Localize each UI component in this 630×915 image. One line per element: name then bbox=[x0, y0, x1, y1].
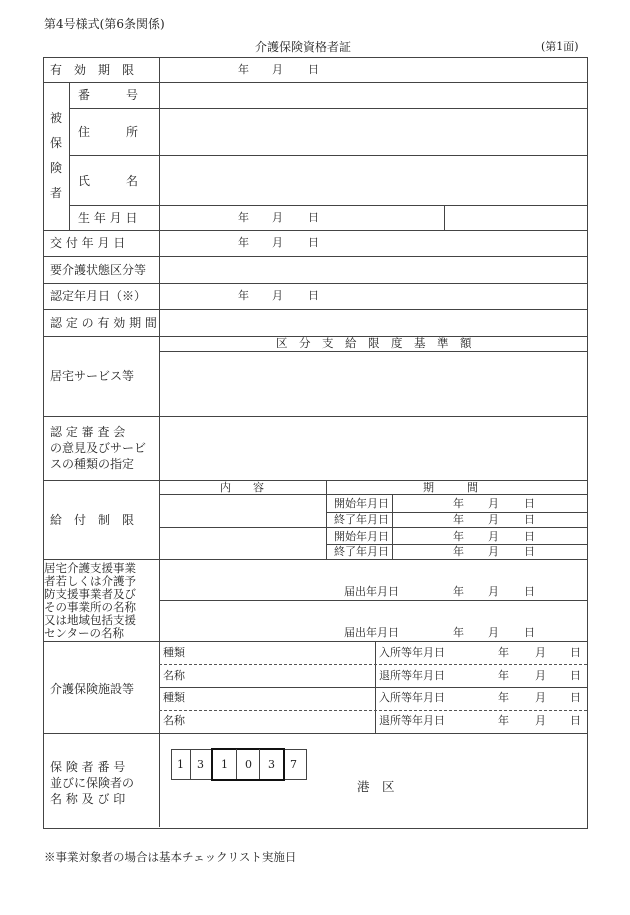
insured-subdivider bbox=[69, 82, 70, 230]
benefit-day: 日 bbox=[524, 513, 535, 526]
notification-year: 年 bbox=[453, 626, 464, 639]
page-label: (第1面) bbox=[541, 40, 579, 53]
support-office-label: 居宅介護支援事業 bbox=[44, 561, 136, 575]
benefit-month: 月 bbox=[488, 513, 499, 526]
benefit-year: 年 bbox=[453, 513, 464, 526]
benefit-end-label: 終了年月日 bbox=[334, 545, 389, 558]
birth-date-label: 生 年 月 日 bbox=[78, 211, 138, 225]
document-title: 介護保険資格者証 bbox=[255, 40, 352, 54]
facility-type-label: 種類 bbox=[163, 646, 185, 659]
cert-month: 月 bbox=[272, 289, 283, 302]
insured-label-char: 者 bbox=[50, 186, 63, 200]
insurer-name: 港 区 bbox=[357, 779, 395, 794]
name-label: 氏 名 bbox=[78, 174, 139, 188]
support-office-label: 又は地域包括支援 bbox=[44, 613, 136, 627]
review-opinion-label: の意見及びサービ bbox=[50, 441, 147, 455]
admission-date-label: 入所等年月日 bbox=[379, 691, 445, 704]
insurer-digit: 7 bbox=[290, 758, 297, 771]
review-opinion-label: スの種類の指定 bbox=[50, 457, 135, 471]
form-number: 第4号様式(第6条関係) bbox=[44, 17, 165, 31]
benefit-day: 日 bbox=[524, 530, 535, 543]
support-office-label: センターの名称 bbox=[44, 626, 125, 640]
benefit-start-label: 開始年月日 bbox=[334, 497, 389, 510]
benefit-year: 年 bbox=[453, 545, 464, 558]
issue-year: 年 bbox=[238, 236, 249, 249]
home-services-label: 居宅サービス等 bbox=[50, 369, 135, 383]
insurer-label: 保 険 者 番 号 bbox=[50, 760, 126, 774]
issue-day: 日 bbox=[308, 236, 319, 249]
facility-year: 年 bbox=[498, 691, 509, 704]
insurer-label: 並びに保険者の bbox=[50, 776, 135, 790]
facility-month: 月 bbox=[535, 691, 546, 704]
insurer-label: 名 称 及 び 印 bbox=[50, 792, 126, 806]
discharge-date-label: 退所等年月日 bbox=[379, 714, 445, 727]
support-office-label: その事業所の名称 bbox=[44, 600, 136, 614]
notification-month: 月 bbox=[488, 626, 499, 639]
certification-period-label: 認 定 の 有 効 期 間 bbox=[50, 316, 157, 330]
footnote: ※事業対象者の場合は基本チェックリスト実施日 bbox=[44, 850, 297, 864]
facility-day: 日 bbox=[570, 669, 581, 682]
address-label: 住 所 bbox=[78, 125, 139, 139]
validity-day: 日 bbox=[308, 63, 319, 76]
insured-label-char: 保 bbox=[50, 136, 63, 150]
notification-date-label: 届出年月日 bbox=[344, 626, 399, 639]
facility-month: 月 bbox=[535, 714, 546, 727]
facility-type-label: 種類 bbox=[163, 691, 185, 704]
birth-day: 日 bbox=[308, 211, 319, 224]
care-level-label: 要介護状態区分等 bbox=[50, 263, 147, 277]
birth-month: 月 bbox=[272, 211, 283, 224]
label-divider bbox=[159, 57, 160, 827]
insurer-digit: 1 bbox=[177, 758, 184, 771]
issue-date-label: 交 付 年 月 日 bbox=[50, 236, 126, 250]
support-office-label: 者若しくは介護予 bbox=[44, 574, 136, 588]
service-limit-header: 区 分 支 給 限 度 基 準 額 bbox=[276, 336, 472, 350]
number-label: 番 号 bbox=[78, 88, 139, 102]
care-facility-label: 介護保険施設等 bbox=[50, 682, 135, 696]
facility-year: 年 bbox=[498, 669, 509, 682]
issue-month: 月 bbox=[272, 236, 283, 249]
admission-date-label: 入所等年月日 bbox=[379, 646, 445, 659]
benefit-content-header: 内 容 bbox=[220, 481, 264, 494]
insurer-digit: 0 bbox=[245, 758, 252, 771]
facility-month: 月 bbox=[535, 646, 546, 659]
benefit-year: 年 bbox=[453, 497, 464, 510]
benefit-period-header: 期 間 bbox=[423, 481, 478, 494]
facility-name-label: 名称 bbox=[163, 714, 185, 727]
benefit-day: 日 bbox=[524, 497, 535, 510]
insured-label-char: 被 bbox=[50, 111, 63, 125]
insurer-digit: 3 bbox=[197, 758, 204, 771]
validity-year: 年 bbox=[238, 63, 249, 76]
facility-name-label: 名称 bbox=[163, 669, 185, 682]
support-office-label: 防支援事業者及び bbox=[44, 587, 136, 601]
benefit-start-label: 開始年月日 bbox=[334, 530, 389, 543]
benefit-day: 日 bbox=[524, 545, 535, 558]
notification-day: 日 bbox=[524, 585, 535, 598]
validity-month: 月 bbox=[272, 63, 283, 76]
insurer-digit: 1 bbox=[221, 758, 228, 771]
validity-period-label: 有 効 期 限 bbox=[50, 63, 135, 77]
benefit-month: 月 bbox=[488, 497, 499, 510]
benefit-month: 月 bbox=[488, 545, 499, 558]
benefit-month: 月 bbox=[488, 530, 499, 543]
notification-day: 日 bbox=[524, 626, 535, 639]
insured-label-char: 険 bbox=[50, 161, 63, 175]
birth-year: 年 bbox=[238, 211, 249, 224]
facility-year: 年 bbox=[498, 714, 509, 727]
facility-year: 年 bbox=[498, 646, 509, 659]
discharge-date-label: 退所等年月日 bbox=[379, 669, 445, 682]
facility-day: 日 bbox=[570, 646, 581, 659]
notification-year: 年 bbox=[453, 585, 464, 598]
review-opinion-label: 認 定 審 査 会 bbox=[50, 425, 126, 439]
cert-day: 日 bbox=[308, 289, 319, 302]
certification-date-label: 認定年月日（※） bbox=[50, 289, 147, 303]
facility-month: 月 bbox=[535, 669, 546, 682]
notification-date-label: 届出年月日 bbox=[344, 585, 399, 598]
facility-day: 日 bbox=[570, 714, 581, 727]
notification-month: 月 bbox=[488, 585, 499, 598]
benefit-year: 年 bbox=[453, 530, 464, 543]
insurer-digit: 3 bbox=[268, 758, 275, 771]
facility-day: 日 bbox=[570, 691, 581, 704]
benefit-end-label: 終了年月日 bbox=[334, 513, 389, 526]
cert-year: 年 bbox=[238, 289, 249, 302]
benefit-limit-label: 給 付 制 限 bbox=[50, 513, 135, 527]
